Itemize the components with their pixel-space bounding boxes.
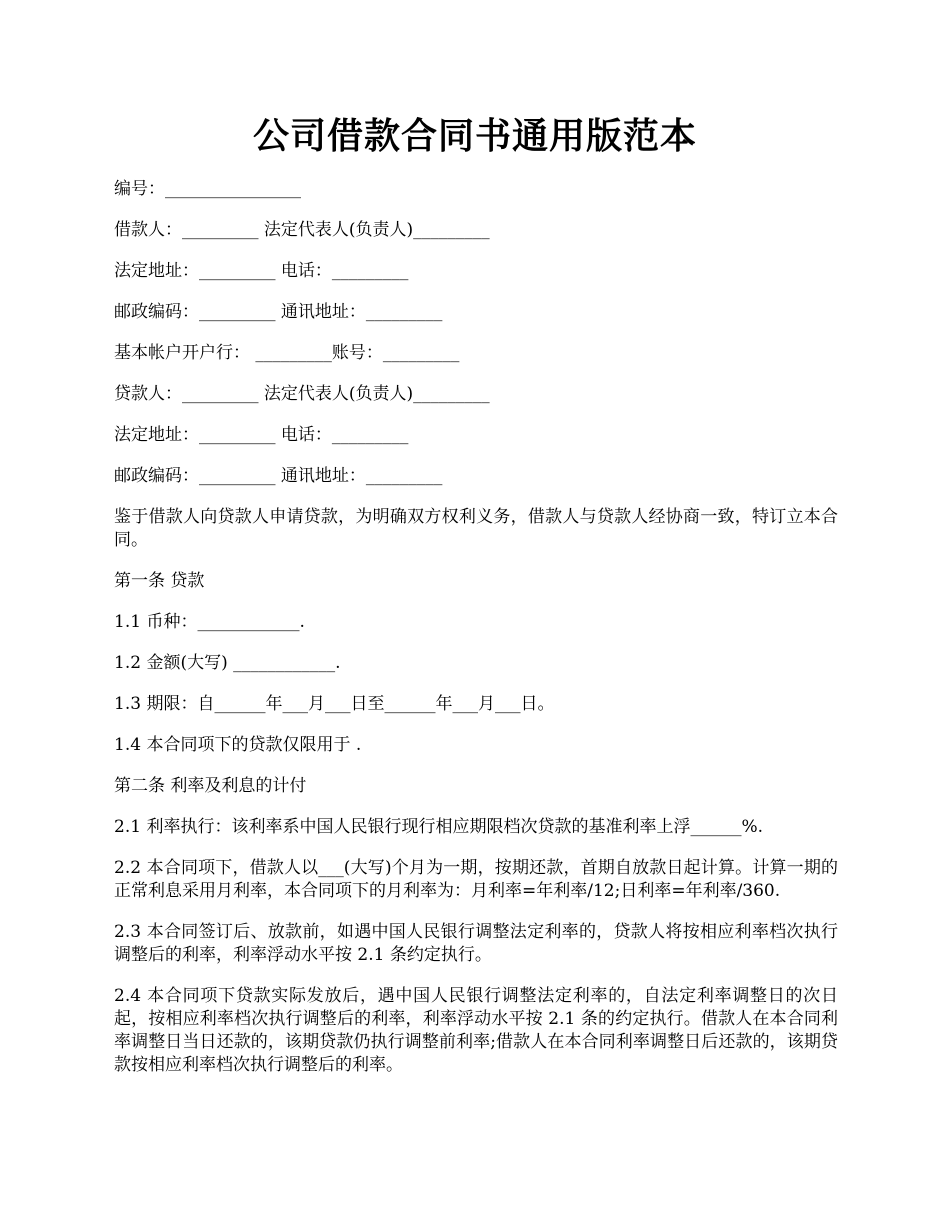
field-contract-number: 编号：________________ <box>114 179 301 199</box>
field-borrower-postcode-mailing: 邮政编码：_________ 通讯地址：_________ <box>114 302 443 322</box>
document-title: 公司借款合同书通用版范本 <box>252 115 697 157</box>
article-1-heading: 第一条 贷款 <box>114 571 205 591</box>
field-lender-postcode-mailing: 邮政编码：_________ 通讯地址：_________ <box>114 466 443 486</box>
clause-2-1: 2.1 利率执行：该利率系中国人民银行现行相应期限档次贷款的基准利率上浮______%. <box>114 817 763 837</box>
clause-2-2: 2.2 本合同项下，借款人以___(大写)个月为一期，按期还款，首期自放款日起计算。计算一期的正常利息采用月利率，本合同项下的月利率为：月利率=年利率/12;日利率=年利率/360. <box>114 858 838 901</box>
field-lender: 贷款人：_________ 法定代表人(负责人)_________ <box>114 384 490 404</box>
document-body <box>114 178 838 1095</box>
clause-2-3: 2.3 本合同签订后、放款前，如遇中国人民银行调整法定利率的，贷款人将按相应利率档次执行调整后的利率，利率浮动水平按 2.1 条约定执行。 <box>114 922 838 965</box>
field-borrower-address-phone: 法定地址：_________ 电话：_________ <box>114 261 409 281</box>
clause-1-2: 1.2 金额(大写) ____________. <box>114 653 341 673</box>
preamble-paragraph: 鉴于借款人向贷款人申请贷款，为明确双方权利义务，借款人与贷款人经协商一致，特订立本合同。 <box>114 507 838 550</box>
field-borrower-bank-account: 基本帐户开户行： _________账号：_________ <box>114 343 460 363</box>
field-borrower: 借款人：_________ 法定代表人(负责人)_________ <box>114 220 490 240</box>
clause-1-1: 1.1 币种：____________. <box>114 612 305 632</box>
clause-2-4: 2.4 本合同项下贷款实际发放后，遇中国人民银行调整法定利率的，自法定利率调整日的次日起，按相应利率档次执行调整后的利率，利率浮动水平按 2.1 条的约定执行。借款人在本合同利率调整日当日还款的，该期贷款仍执行调整前利率;借款人在本合同利率调整日后还款的，该期贷款按相应利率档次执行调整后的利率。 <box>114 986 838 1075</box>
article-2-heading: 第二条 利率及利息的计付 <box>114 776 307 796</box>
clause-1-3: 1.3 期限：自______年___月___日至______年___月___日。 <box>114 694 555 714</box>
clause-1-4: 1.4 本合同项下的贷款仅限用于 . <box>114 735 362 755</box>
field-lender-address-phone: 法定地址：_________ 电话：_________ <box>114 425 409 445</box>
